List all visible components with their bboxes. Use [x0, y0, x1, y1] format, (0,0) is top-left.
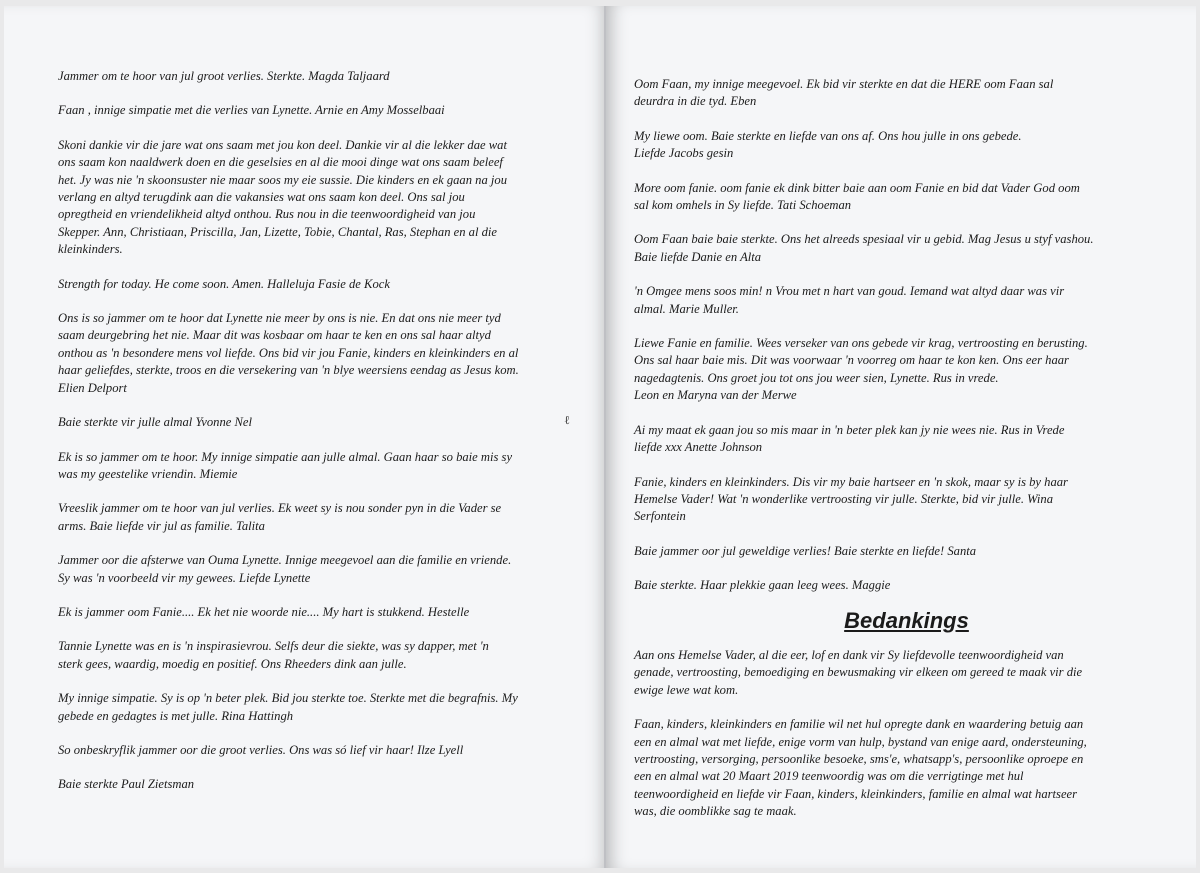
message-line: verlang en altyd terugdink aan die vakansies wat ons saam kon deel. Ons sal jou: [58, 190, 465, 205]
message-line: Baie sterkte vir julle almal Yvonne Nel: [58, 415, 253, 430]
message-line: nagedagtenis. Ons groet jou tot ons jou weer sien, Lynette. Rus in vrede.: [634, 370, 999, 385]
message-line: opregtheid en vriendelikheid altyd onthou. Rus nou in die teenwoordigheid van jou: [58, 207, 476, 222]
message-line: liefde xxx Anette Johnson: [634, 440, 763, 455]
message-line: Oom Faan, my innige meegevoel. Ek bid vir sterkte en dat die HERE oom Faan sal: [634, 77, 1054, 91]
message-line: Jammer oor die afsterwe van Ouma Lynette. Innige meegevoel aan die familie en vriende.: [58, 553, 512, 568]
message-line: Liewe Fanie en familie. Wees verseker van ons gebede vir krag, vertroosting en berusting.: [634, 336, 1088, 351]
condolence-message: [58, 638, 588, 673]
message-line: een en almal wat met liefde, enige vorm van hulp, bystand van enige aard, ondersteuning,: [634, 734, 1087, 749]
message-line: Fanie, kinders en kleinkinders. Dis vir my baie hartseer en 'n skok, maar sy is by haar: [634, 474, 1068, 489]
message-line: More oom fanie. oom fanie ek dink bitter baie aan oom Fanie en bid dat Vader God oom: [634, 180, 1080, 195]
condolence-message: [634, 474, 1179, 526]
condolence-message: [634, 76, 1179, 111]
condolence-message: [58, 604, 588, 621]
message-line: sal kom omhels in Sy liefde. Tati Schoeman: [634, 198, 852, 213]
condolence-message: [58, 276, 588, 293]
message-line: Sy was 'n voorbeeld vir my gewees. Liefde Lynette: [58, 570, 311, 585]
condolence-message: [58, 449, 588, 484]
condolence-message: [634, 335, 1179, 405]
message-line: Elien Delport: [58, 380, 127, 395]
message-line: saam deurgebring het nie. Maar dit was kosbaar om haar te ken en ons sal haar altyd: [58, 328, 491, 343]
message-line: Hemelse Vader! Wat 'n wonderlike vertroosting vir julle. Sterkte, bid vir julle. Wina: [634, 491, 1054, 506]
right-page: [606, 6, 1196, 868]
condolence-message: [58, 414, 588, 431]
condolence-message: [634, 231, 1179, 266]
message-line: Ons is so jammer om te hoor dat Lynette nie meer by ons is nie. En dat ons nie meer tyd: [58, 311, 501, 326]
condolence-message: [58, 310, 588, 397]
condolence-message: [58, 742, 588, 759]
message-line: Baie sterkte. Haar plekkie gaan leeg wees. Maggie: [634, 578, 891, 593]
condolence-message: [634, 543, 1179, 560]
thanks-paragraph: [634, 716, 1179, 820]
message-line: almal. Marie Muller.: [634, 301, 739, 316]
message-line: een en almal wat 20 Maart 2019 teenwoordig was om die verrigtinge met hul: [634, 769, 1024, 784]
condolence-message: [634, 180, 1179, 215]
message-line: gebede en gedagtes is met julle. Rina Hattingh: [58, 708, 294, 723]
message-line: Liefde Jacobs gesin: [634, 146, 734, 161]
message-line: kleinkinders.: [58, 242, 123, 257]
message-line: sterk gees, waardig, moedig en positief. Ons Rheeders dink aan julle.: [58, 656, 407, 671]
message-line: Baie sterkte Paul Zietsman: [58, 777, 195, 792]
message-line: Faan, kinders, kleinkinders en familie wil net hul opregte dank en waardering betuig aan: [634, 717, 1084, 732]
condolence-message: [58, 137, 588, 259]
message-line: Skepper. Ann, Christiaan, Priscilla, Jan, Lizette, Tobie, Chantal, Ras, Stephan en al die: [58, 224, 498, 239]
condolence-message: [58, 500, 588, 535]
message-line: ons saam kon naaldwerk doen en die geselsies en al die mooi dinge wat ons saam beleef: [58, 155, 503, 170]
message-line: teenwoordigheid en liefde vir Faan, kinders, kleinkinders, familie en almal wat hartseer: [634, 786, 1078, 801]
condolence-message: [58, 776, 588, 793]
message-line: Faan , innige simpatie met die verlies van Lynette. Arnie en Amy Mosselbaai: [58, 103, 445, 118]
message-line: My liewe oom. Baie sterkte en liefde van ons af. Ons hou julle in ons gebede.: [634, 128, 1022, 143]
condolence-message: [634, 283, 1179, 318]
message-line: arms. Baie liefde vir jul as familie. Talita: [58, 518, 265, 533]
message-line: Vreeslik jammer om te hoor van jul verlies. Ek weet sy is nou sonder pyn in die Vader se: [58, 501, 502, 516]
message-line: genade, vertroosting, bemoediging en bewusmaking vir elkeen om gereed te maak vir die: [634, 665, 1083, 680]
message-line: Skoni dankie vir die jare wat ons saam met jou kon deel. Dankie vir al die lekker dae wat: [58, 137, 507, 152]
condolence-message: [634, 577, 1179, 594]
message-line: Jammer om te hoor van jul groot verlies. Sterkte. Magda Taljaard: [58, 69, 390, 83]
message-line: Baie jammer oor jul geweldige verlies! Baie sterkte en liefde! Santa: [634, 543, 977, 558]
message-line: Aan ons Hemelse Vader, al die eer, lof en dank vir Sy liefdevolle teenwoordigheid van: [634, 647, 1064, 662]
message-line: Strength for today. He come soon. Amen. Halleluja Fasie de Kock: [58, 276, 390, 291]
message-line: Serfontein: [634, 509, 686, 524]
condolence-message: [58, 68, 588, 85]
pen-mark-icon: ℓ: [564, 413, 570, 427]
message-line: was my geestelike vriendin. Miemie: [58, 466, 238, 481]
message-line: Ek is jammer oom Fanie.... Ek het nie woorde nie.... My hart is stukkend. Hestelle: [58, 604, 470, 619]
condolence-message: [634, 422, 1179, 457]
message-line: So onbeskryflik jammer oor die groot verlies. Ons was só lief vir haar! Ilze Lyell: [58, 742, 464, 757]
message-line: Ons sal haar baie mis. Dit was voorwaar 'n voorreg om haar te kon ken. Ons eer haar: [634, 353, 1069, 368]
message-line: Ek is so jammer om te hoor. My innige simpatie aan julle almal. Gaan haar so baie mis sy: [58, 449, 513, 464]
message-line: Ai my maat ek gaan jou so mis maar in 'n beter plek kan jy nie wees nie. Rus in Vrede: [634, 422, 1065, 437]
message-line: Oom Faan baie baie sterkte. Ons het alreeds spesiaal vir u gebid. Mag Jesus u styf vashou.: [634, 232, 1094, 247]
message-line: Leon en Maryna van der Merwe: [634, 388, 797, 403]
left-page: [4, 6, 606, 868]
message-line: haar geliefdes, sterkte, troos en die versekering van 'n blye weersiens eendag as Jesus kom.: [58, 363, 519, 378]
message-line: vertroosting, versorging, persoonlike besoeke, sms'e, whatsapp's, persoonlike oproepe en: [634, 751, 1084, 766]
message-line: deurdra in die tyd. Eben: [634, 94, 757, 109]
bedankings-heading: Bedankings: [844, 607, 969, 633]
condolence-message: [58, 690, 588, 725]
condolence-message: [58, 102, 588, 119]
condolence-message: [58, 552, 588, 587]
condolence-message: [634, 128, 1179, 163]
message-line: ewige lewe wat kom.: [634, 682, 739, 697]
message-line: My innige simpatie. Sy is op 'n beter plek. Bid jou sterkte toe. Sterkte met die begrafnis. My: [58, 691, 518, 706]
right-page-messages: [634, 76, 1179, 838]
message-line: Baie liefde Danie en Alta: [634, 249, 762, 264]
message-line: het. Jy was nie 'n skoonsuster nie maar soos my eie sussie. Die kinders en ek gaan na jou: [58, 172, 507, 187]
left-page-messages: [58, 68, 588, 811]
thanks-paragraph: [634, 647, 1179, 699]
message-line: Tannie Lynette was en is 'n inspirasievrou. Selfs deur die siekte, was sy dapper, met 'n: [58, 639, 489, 654]
message-line: onthou as 'n besondere mens vol liefde. Ons bid vir jou Fanie, kinders en kleinkinders en al: [58, 345, 519, 360]
message-line: 'n Omgee mens soos min! n Vrou met n hart van goud. Iemand wat altyd daar was vir: [634, 284, 1065, 299]
message-line: was, die oomblikke sag te maak.: [634, 804, 797, 819]
